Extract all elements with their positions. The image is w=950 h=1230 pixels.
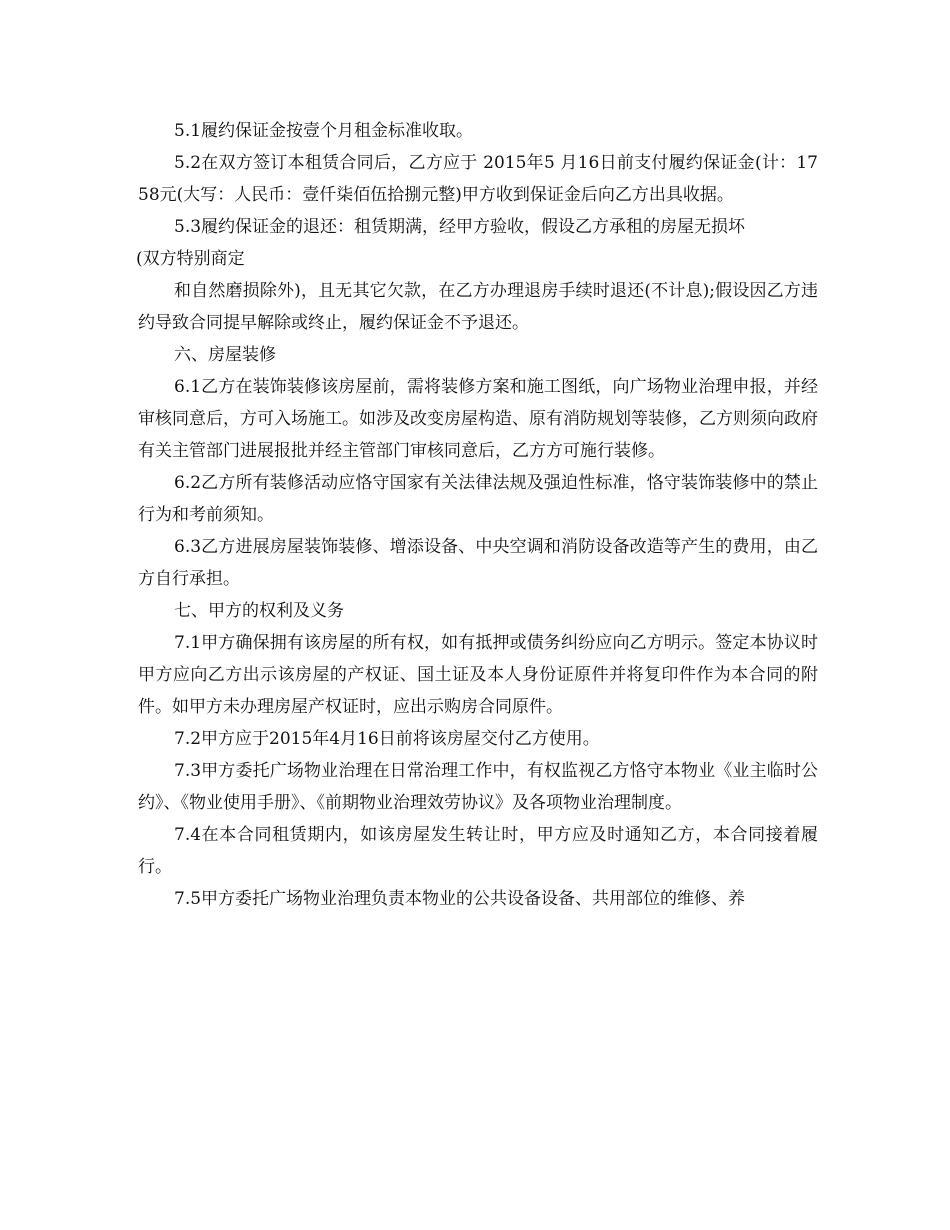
clause-5-3-remainder: 和自然磨损除外)，且无其它欠款，在乙方办理退房手续时退还(不计息);假设因乙方违约导致合同提早解除或终止，履约保证金不予退还。: [138, 281, 818, 333]
document-body: [138, 115, 818, 915]
clause-7-1: 7.1甲方确保拥有该房屋的所有权，如有抵押或债务纠纷应向乙方明示。签定本协议时甲方应向乙方出示该房屋的产权证、国土证及本人身份证原件并将复印件作为本合同的附件。如甲方未办理房屋产权证时，应出示购房合同原件。: [138, 633, 818, 717]
clause-7-3: 7.3甲方委托广场物业治理在日常治理工作中，有权监视乙方恪守本物业《业主临时公约》、《物业使用手册》、《前期物业治理效劳协议》及各项物业治理制度。: [138, 761, 818, 813]
clause-7-5: 7.5甲方委托广场物业治理负责本物业的公共设备设备、共用部位的维修、养: [174, 889, 746, 909]
section-heading-6: 六、房屋装修: [174, 345, 276, 365]
clause-7-2: 7.2甲方应于2015年4月16日前将该房屋交付乙方使用。: [174, 729, 600, 749]
clause-5-1: 5.1履约保证金按壹个月租金标准收取。: [174, 121, 474, 141]
section-heading-7: 七、甲方的权利及义务: [174, 601, 344, 621]
clause-6-2: 6.2乙方所有装修活动应恪守国家有关法律法规及强迫性标准，恪守装饰装修中的禁止行为和考前须知。: [138, 473, 818, 525]
clause-6-3: 6.3乙方进展房屋装饰装修、增添设备、中央空调和消防设备改造等产生的费用，由乙方自行承担。: [138, 537, 818, 589]
clause-7-4: 7.4在本合同租赁期内，如该房屋发生转让时，甲方应及时通知乙方，本合同接着履行。: [138, 825, 818, 877]
clause-5-3: 5.3履约保证金的退还：租赁期满，经甲方验收，假设乙方承租的房屋无损坏: [174, 217, 746, 237]
clause-5-3-continued: (双方特别商定: [136, 249, 245, 269]
clause-5-2: 5.2在双方签订本租赁合同后，乙方应于 2015年5 月16日前支付履约保证金(计：1758元(大写：人民币：壹仟柒佰伍拾捌元整)甲方收到保证金后向乙方出具收据。: [138, 153, 818, 205]
clause-6-1: 6.1乙方在装饰装修该房屋前，需将装修方案和施工图纸，向广场物业治理申报，并经审核同意后，方可入场施工。如涉及改变房屋构造、原有消防规划等装修，乙方则须向政府有关主管部门进展报批并经主管部门审核同意后，乙方方可施行装修。: [138, 377, 818, 461]
